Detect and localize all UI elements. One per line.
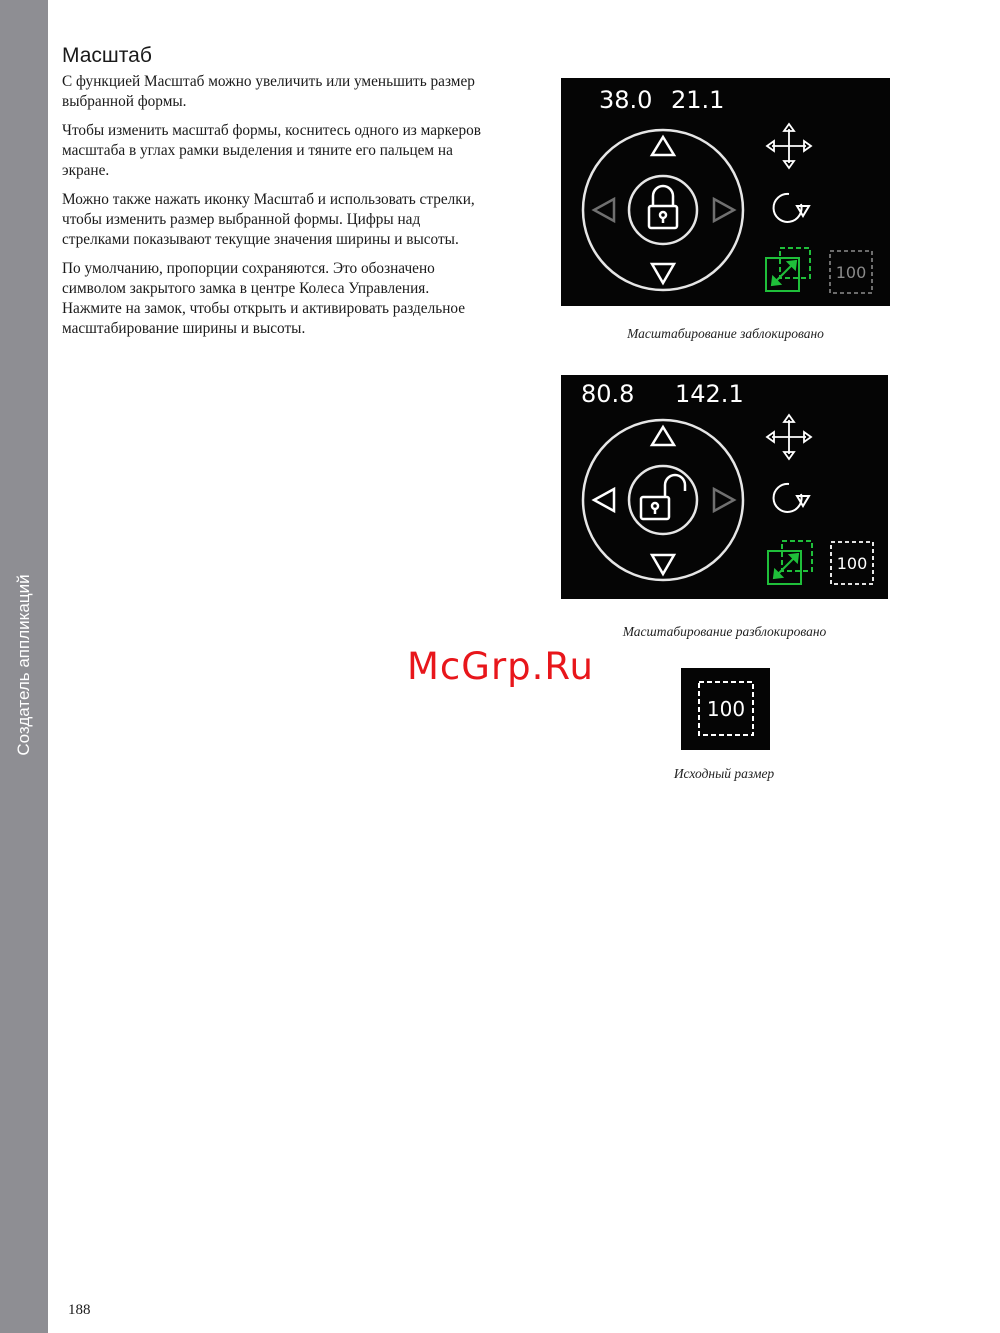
control-wheel-unlocked bbox=[561, 375, 888, 599]
caption-locked: Масштабирование заблокировано bbox=[627, 326, 824, 341]
rotate-icon[interactable] bbox=[774, 484, 809, 512]
height-readout: 21.1 bbox=[671, 86, 725, 114]
rotate-icon[interactable] bbox=[774, 194, 809, 222]
down-arrow-icon[interactable] bbox=[652, 264, 674, 283]
lock-closed-icon bbox=[649, 186, 677, 228]
scale-icon[interactable] bbox=[768, 541, 812, 584]
caption-original: Исходный размер bbox=[673, 766, 775, 781]
paragraph-1: С функцией Масштаб можно увеличить или уменьшить размер выбранной формы. bbox=[62, 73, 475, 110]
original-size-label: 100 bbox=[835, 263, 867, 282]
sidebar-chapter-label: Создатель аппликаций bbox=[14, 574, 33, 756]
left-arrow-icon[interactable] bbox=[594, 489, 614, 511]
scale-icon[interactable] bbox=[766, 248, 810, 291]
right-arrow-icon[interactable] bbox=[714, 199, 734, 221]
body-text bbox=[62, 72, 482, 348]
height-readout: 142.1 bbox=[675, 380, 744, 408]
down-arrow-icon[interactable] bbox=[652, 555, 674, 574]
move-icon[interactable] bbox=[767, 124, 811, 168]
width-readout: 80.8 bbox=[581, 380, 635, 408]
width-readout: 38.0 bbox=[599, 86, 653, 114]
caption-unlocked: Масштабирование разблокировано bbox=[622, 624, 827, 639]
paragraph-2: Чтобы изменить масштаб формы, коснитесь одного из маркеров масштаба в углах рамки выделения и тяните его пальцем на экране. bbox=[62, 122, 481, 179]
left-arrow-icon[interactable] bbox=[594, 199, 614, 221]
original-size-label: 100 bbox=[706, 697, 746, 721]
page-number: 188 bbox=[68, 1302, 91, 1318]
right-arrow-icon[interactable] bbox=[714, 489, 734, 511]
up-arrow-icon[interactable] bbox=[652, 137, 674, 155]
up-arrow-icon[interactable] bbox=[652, 427, 674, 445]
section-title: Масштаб bbox=[62, 44, 152, 67]
original-size-screen bbox=[681, 668, 770, 750]
watermark: McGrp.Ru bbox=[407, 645, 594, 688]
scale-screen-unlocked bbox=[561, 375, 888, 599]
control-wheel-locked bbox=[561, 78, 890, 306]
move-icon[interactable] bbox=[767, 415, 811, 459]
lock-button[interactable] bbox=[629, 466, 697, 534]
paragraph-4: По умолчанию, пропорции сохраняются. Это обозначено символом закрытого замка в центре Колеса Управления. Нажмите на замок, чтобы открыть и активировать раздельное масштабирование ширины и высоты. bbox=[62, 260, 465, 337]
scale-screen-locked bbox=[561, 78, 890, 306]
original-size-label: 100 bbox=[836, 554, 868, 573]
sidebar bbox=[0, 0, 48, 1333]
lock-open-icon bbox=[641, 475, 685, 519]
paragraph-3: Можно также нажать иконку Масштаб и использовать стрелки, чтобы изменить размер выбранной формы. Цифры над стрелками показывают текущие значения ширины и высоты. bbox=[62, 191, 475, 248]
